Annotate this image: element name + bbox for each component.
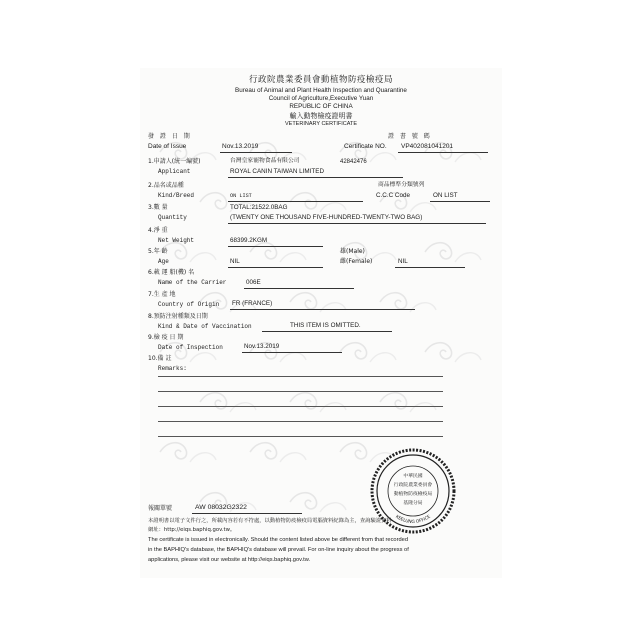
remarks-line (158, 406, 443, 407)
remarks-label: Remarks: (158, 365, 187, 372)
certificate-title-zh: 輸入動物檢疫證明書 (289, 112, 353, 120)
kind-underline (228, 201, 363, 202)
age-label-zh: 5.年 齡 (148, 248, 168, 255)
ccc-code-value: ON LIST (433, 192, 458, 199)
quantity-in-words: (TWENTY ONE THOUSAND FIVE-HUNDRED-TWENTY-TWO BAG) (230, 214, 423, 221)
vaccination-underline (262, 331, 392, 332)
declaration-ref-value: AW 08032G2322 (195, 504, 247, 511)
sex-underline (395, 267, 465, 268)
remarks-line (158, 436, 443, 437)
origin-underline (230, 309, 415, 310)
quantity-underline (228, 223, 486, 224)
seal-text-branch: 基隆分局 (403, 501, 423, 506)
declaration-ref-label: 報關單號 (148, 505, 173, 512)
ccc-code-label-zh: 商品標準分類號列 (378, 182, 425, 188)
inspection-underline (242, 352, 342, 353)
issue-date-underline (220, 152, 292, 153)
origin-label-zh: 7.生 產 地 (148, 291, 176, 298)
carrier-underline (244, 288, 354, 289)
age-value: NIL (230, 258, 240, 265)
remarks-line (158, 421, 443, 422)
net-weight-underline (228, 246, 323, 247)
seal-text-council: 行政院農業委員會 (393, 483, 433, 488)
applicant-underline (228, 177, 403, 178)
vaccination-label: Kind & Date of Vaccination (158, 323, 252, 330)
ccc-code-underline (430, 201, 490, 202)
quantity-label-zh: 3.數 量 (148, 204, 168, 211)
carrier-value: 006E (246, 279, 261, 286)
footer-note-en-2: in the BAPHIQ's database, the BAPHIQ's database will prevail. For on-line inquiry about the progress of (148, 547, 409, 553)
certificate-no-value: VP402081041201 (401, 143, 454, 150)
certificate-no-label-zh: 證 書 號 碼 (388, 133, 432, 140)
agency-name-en: Bureau of Animal and Plant Health Inspection and Quarantine (235, 87, 407, 94)
kind-value: ON LIST (230, 193, 252, 199)
issue-date-label: Date of Issue (148, 143, 187, 150)
seal-text-country: 中華民國 (403, 474, 423, 479)
declaration-ref-underline (192, 513, 302, 514)
net-weight-label: Net Weight (158, 237, 195, 244)
quantity-label: Quantity (158, 214, 187, 221)
inspection-label-zh: 9.檢 疫 日 期 (148, 334, 184, 341)
seal-text-bureau: 動植物防疫檢疫局 (393, 492, 433, 497)
female-label: 雌(Female) (340, 258, 373, 265)
council-name: Council of Agriculture,Executive Yuan (268, 95, 374, 102)
footer-note-zh: 本證明書以電子文件行之，所載內容若有不符處，以動植物防疫檢疫局電腦資料紀錄為主，查詢驗證資料 (148, 518, 392, 524)
kind-label-zh: 2.品名或品種 (148, 182, 184, 189)
applicant-name: ROYAL CANIN TAIWAN LIMITED (230, 168, 324, 175)
vaccination-label-zh: 8.預防注射種類及日期 (148, 313, 208, 320)
carrier-label: Name of the Carrier (158, 279, 227, 286)
quantity-total: TOTAL:21522.0BAG (230, 204, 288, 211)
footer-url-zh: 網址：http://eiqs.baphiq.gov.tw。 (148, 527, 236, 533)
certificate-title-en: VETERINARY CERTIFICATE (284, 121, 358, 127)
veterinary-certificate (140, 68, 502, 578)
seal-ring-text: KEELUNG OFFICE (394, 514, 432, 525)
applicant-label-zh: 1.申請人(統一編號) (148, 158, 201, 165)
remarks-label-zh: 10.備 註 (148, 355, 172, 362)
origin-value: FR (FRANCE) (232, 300, 273, 307)
applicant-name-zh: 台灣皇家寵物食品有限公司 (230, 158, 300, 164)
certificate-no-label: Certificate NO. (344, 143, 387, 150)
issue-date-label-zh: 發 證 日 期 (148, 133, 192, 140)
footer-note-en-1: The certificate is issued in electronically. Should the content listed above be different from that recorded (148, 537, 408, 543)
sex-value: NIL (398, 258, 408, 265)
country-name: REPUBLIC OF CHINA (289, 103, 353, 110)
applicant-id: 42842476 (340, 159, 367, 165)
remarks-line (158, 376, 443, 377)
certificate-no-underline (398, 152, 488, 153)
ccc-code-label: C.C.C Code (376, 192, 410, 199)
footer-note-en-3: applications, please visit our website at http://eiqs.baphiq.gov.tw. (148, 557, 311, 563)
origin-label: Country of Origin (158, 301, 220, 308)
age-underline (228, 267, 323, 268)
svg-text:KEELUNG OFFICE (394, 514, 432, 525)
agency-name-zh: 行政院農業委員會動植物防疫檢疫局 (248, 75, 393, 85)
inspection-date-value: Nov.13.2019 (244, 343, 280, 350)
vaccination-value: THIS ITEM IS OMITTED. (290, 322, 361, 329)
issue-date-value: Nov.13.2019 (222, 143, 259, 150)
kind-label: Kind/Breed (158, 192, 195, 199)
applicant-label: Applicant (158, 168, 191, 175)
male-label: 雄(Male) (340, 248, 365, 255)
age-label: Age (158, 258, 169, 265)
inspection-label: Date of Inspection (158, 344, 223, 351)
remarks-line (158, 391, 443, 392)
net-weight-label-zh: 4.淨 重 (148, 227, 168, 234)
net-weight-value: 68399.2KGM (230, 237, 268, 244)
carrier-label-zh: 6.載 運 船(機) 名 (148, 269, 195, 276)
